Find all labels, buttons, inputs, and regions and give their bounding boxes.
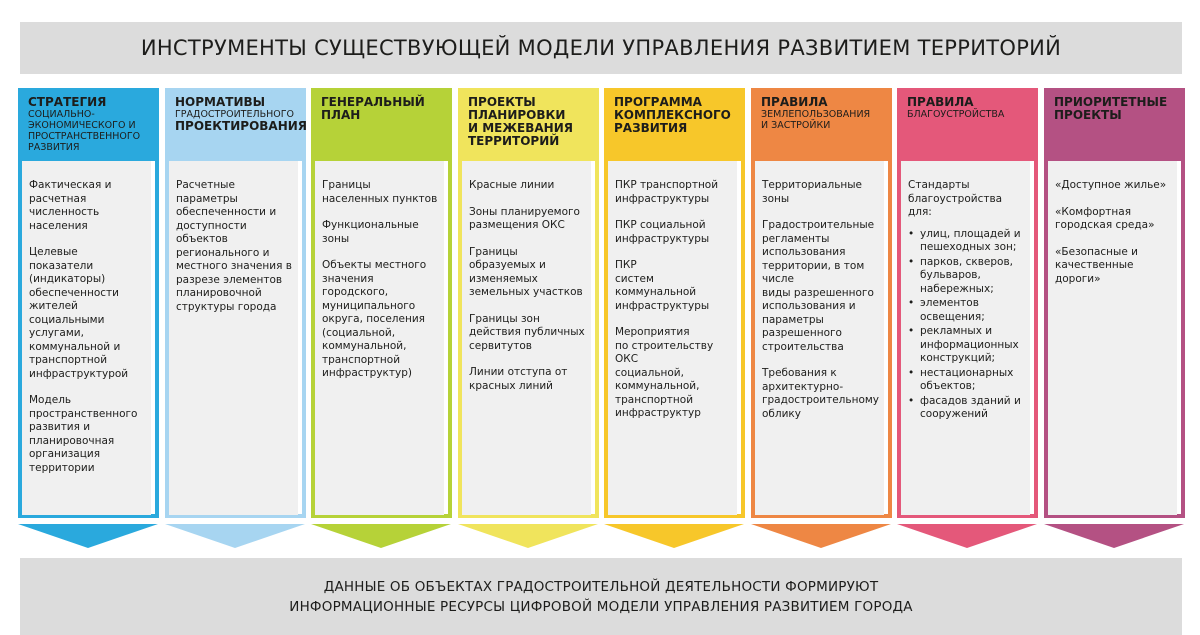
- bullet-item: • парков, скверов, бульваров, набережных;: [920, 256, 1024, 297]
- bullet-item: • рекламных и информационных конструкций;: [920, 325, 1024, 366]
- column-item: «Доступное жилье»: [1055, 179, 1167, 191]
- column-title: ГЕНЕРАЛЬНЫЙ ПЛАН: [321, 95, 425, 122]
- column-body: [608, 161, 737, 515]
- footer-bar: [20, 558, 1182, 635]
- column-intro: Стандарты благоустройства для:: [908, 179, 1003, 218]
- instrument-column: [1044, 88, 1185, 518]
- column-subtitle: БЛАГОУСТРОЙСТВА: [907, 109, 1005, 120]
- column-item: Требования к архитектурно-градостроительному облику: [762, 367, 880, 420]
- column-title: ПРАВИЛА: [907, 95, 974, 109]
- down-arrow-icon: [311, 524, 451, 548]
- column-item: Функциональные зоны: [322, 219, 419, 245]
- column-item: Расчетные параметры обеспеченности и доступности объектов регионального и местного значения в разрезе элементов планировочной структуры города: [176, 179, 292, 313]
- column-header: [751, 88, 892, 161]
- instrument-columns: [18, 88, 1182, 550]
- column-item: «Комфортная городская среда»: [1055, 205, 1155, 231]
- column-body: [901, 161, 1030, 515]
- column-item: Красные линии: [469, 179, 555, 191]
- column-item: Границы образуемых и изменяемых земельных участков: [469, 245, 583, 298]
- instrument-column: [604, 88, 745, 518]
- column-header: [458, 88, 599, 161]
- column-subtitle: ЗЕМЛЕПОЛЬЗОВАНИЯ И ЗАСТРОЙКИ: [761, 109, 871, 131]
- column-body: [22, 161, 151, 515]
- column-item: ПКР социальной инфраструктуры: [615, 219, 710, 245]
- footer-line-1: ДАННЫЕ ОБ ОБЪЕКТАХ ГРАДОСТРОИТЕЛЬНОЙ ДЕЯТЕЛЬНОСТИ ФОРМИРУЮТ: [323, 578, 879, 595]
- column-body: [1048, 161, 1177, 515]
- instrument-column: [458, 88, 599, 518]
- column-subtitle: СОЦИАЛЬНО- ЭКОНОМИЧЕСКОГО И ПРОСТРАНСТВЕННОГО РАЗВИТИЯ: [28, 109, 141, 153]
- down-arrow-icon: [1044, 524, 1184, 548]
- column-body: [462, 161, 591, 515]
- instrument-column: [897, 88, 1038, 518]
- column-body: [315, 161, 444, 515]
- column-title: НОРМАТИВЫ: [175, 95, 266, 109]
- page-title: ИНСТРУМЕНТЫ СУЩЕСТВУЮЩЕЙ МОДЕЛИ УПРАВЛЕНИЯ РАЗВИТИЕМ ТЕРРИТОРИЙ: [140, 36, 1062, 60]
- instrument-column: [311, 88, 452, 518]
- bullet-item: • нестационарных объектов;: [920, 367, 1024, 394]
- column-item: Целевые показатели (индикаторы) обеспеченности жителей социальными услугами, коммунальной и транспортной инфраструктурой: [29, 246, 129, 380]
- column-title: СТРАТЕГИЯ: [28, 95, 107, 109]
- instrument-column: [165, 88, 306, 518]
- column-title-continued: ПРОЕКТИРОВАНИЯ: [175, 119, 308, 133]
- bullet-item: • улиц, площадей и пешеходных зон;: [920, 228, 1024, 255]
- column-item: Модель пространственного развития и планировочная организация территории: [29, 394, 138, 474]
- column-header: [311, 88, 452, 161]
- down-arrow-icon: [897, 524, 1037, 548]
- instrument-column: [751, 88, 892, 518]
- column-header: [1044, 88, 1185, 161]
- column-header: [897, 88, 1038, 161]
- column-title: ПРАВИЛА: [761, 95, 828, 109]
- column-item: Территориальные зоны: [762, 179, 863, 205]
- column-header: [18, 88, 159, 161]
- column-header: [604, 88, 745, 161]
- column-item: ПКР транспортной инфраструктуры: [615, 179, 719, 205]
- column-item: Объекты местного значения городского, муниципального округа, поселения (социальной, коммунальной, транспортной инфраструктур): [322, 259, 427, 379]
- column-title: ПРОЕКТЫ ПЛАНИРОВКИ И МЕЖЕВАНИЯ ТЕРРИТОРИЙ: [468, 95, 574, 148]
- column-item: ПКР систем коммунальной инфраструктуры: [615, 259, 710, 312]
- down-arrow-icon: [18, 524, 158, 548]
- down-arrow-icon: [458, 524, 598, 548]
- column-item: «Безопасные и качественные дороги»: [1055, 245, 1138, 285]
- column-item: Фактическая и расчетная численность населения: [29, 179, 112, 232]
- instrument-column: [18, 88, 159, 518]
- column-item: Линии отступа от красных линий: [469, 366, 568, 392]
- bullet-item: • элементов освещения;: [920, 297, 1024, 324]
- column-body: [755, 161, 884, 515]
- bullet-list: [908, 228, 1024, 422]
- down-arrow-icon: [165, 524, 305, 548]
- down-arrow-icon: [751, 524, 891, 548]
- column-subtitle: ГРАДОСТРОИТЕЛЬНОГО: [175, 109, 295, 120]
- footer-line-2: ИНФОРМАЦИОННЫЕ РЕСУРСЫ ЦИФРОВОЙ МОДЕЛИ УПРАВЛЕНИЯ РАЗВИТИЕМ ГОРОДА: [289, 598, 913, 615]
- down-arrow-icon: [604, 524, 744, 548]
- column-title: ПРОГРАММА КОМПЛЕКСНОГО РАЗВИТИЯ: [614, 95, 731, 135]
- bullet-item: • фасадов зданий и сооружений: [920, 395, 1024, 422]
- title-bar: [20, 22, 1182, 74]
- column-item: Границы населенных пунктов: [322, 179, 438, 205]
- column-item: Мероприятия по строительству ОКС социальной, коммунальной, транспортной инфраструктур: [615, 326, 714, 419]
- column-header: [165, 88, 306, 161]
- column-item: Градостроительные регламенты использования территории, в том числе виды разрешенного использования и параметры разрешенного строительства: [762, 219, 875, 353]
- column-body: [169, 161, 298, 515]
- column-title: ПРИОРИТЕТНЫЕ ПРОЕКТЫ: [1054, 95, 1168, 122]
- column-item: Зоны планируемого размещения ОКС: [469, 205, 580, 231]
- column-item: Границы зон действия публичных сервитутов: [469, 312, 585, 352]
